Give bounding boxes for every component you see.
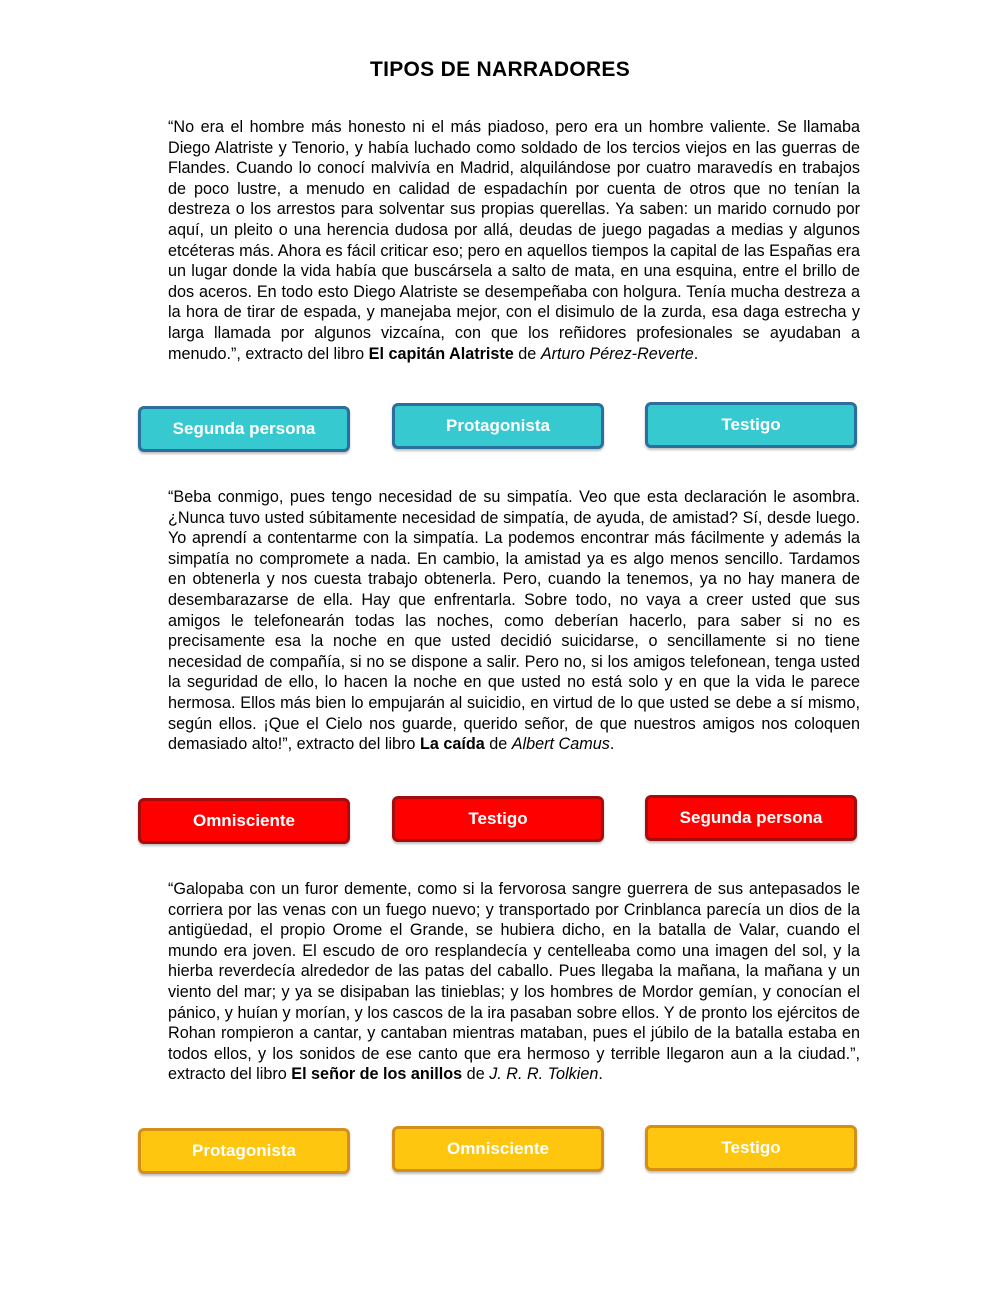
end-punct: . [693,344,699,363]
author-name: Arturo Pérez-Reverte [540,344,694,363]
book-title: El señor de los anillos [291,1065,463,1084]
passage-text: “Beba conmigo, pues tengo necesidad de su simpatía. Veo que esta declaración le asombra. ¿Nunca tuvo usted súbitamente necesidad de simpatía, de ayuda, de amistad? Sí, desde luego. Yo aprendí a contentarme con la simpatía. La podemos encontrar más fácilmente y además la simpatía no compromete a nada. En cambio, la amistad ya es algo menos sencillo. Tardamos en obtenerla y nos cuesta trabajo obtenerla. Pero, cuando la tenemos, ya no hay manera de desembarazarse de ella. Hay que enfrentarla. Sobre todo, no vaya a creer usted que sus amigos le telefonearán todas las noches, como deberían hacerlo, para saber si no es precisamente esa la noche en que usted decidió suicidarse, o sencillamente si no tiene necesidad de compañía, si no se dispone a salir. Pero no, si los amigos telefonean, tenga usted la seguridad de ello, lo hacen la noche en que usted no está solo y en que la vida le parece hermosa. Ellos más bien lo empujarán al suicidio, en virtud de lo que usted se debe a sí mismo, según ellos. ¡Que el Cielo nos guarde, querido señor, de que nuestros amigos nos coloquen demasiado alto!”, extracto del libro [168,488,860,754]
end-punct: . [598,1065,603,1084]
page-title: TIPOS DE NARRADORES [369,58,631,81]
passage-text: “Galopaba con un furor demente, como si la fervorosa sangre guerrera de sus antepasados le corriera por las venas con un fuego nuevo; y transportado por Crinblanca parecía un dios de la antigüedad, el propio Orome el Grande, se hubiera dicho, en la batalla de Valar, cuando el mundo era joven. El escudo de oro resplandecía y centelleaba como una imagen del sol, y la hierba reverdecía alrededor de las patas del caballo. Pues llegaba la mañana, la mañana y un viento del mar; y ya se disipaban las tinieblas; y los hombres de Mordor gemían, y conocían el pánico, y huían y morían, y los cascos de la ira pasaban sobre ellos. Y de pronto los ejércitos de Rohan rompieron a cantar, y cantaban mientras mataban, pues el júbilo de la batalla estaba en todos ellos, y los sonidos de ese canto que era hermoso y terrible llegaron aun a la ciudad.”, extracto del libro [168,880,860,1084]
author-name: Albert Camus [511,735,610,754]
option-button[interactable]: Testigo [645,1125,857,1171]
connector: de [484,735,512,754]
book-title: La caída [419,735,485,754]
passage-text: “No era el hombre más honesto ni el más piadoso, pero era un hombre valiente. Se llamaba Diego Alatriste y Tenorio, y había luchado como soldado de los tercios viejos en las guerras de Flandes. Cuando lo conocí malvivía en Madrid, alquilándose por cuatro maravedís en trabajos de poco lustre, a menudo en calidad de espadachín por cuenta de otros que no tenían la destreza o los arrestos para solventar sus propias querellas. Ya saben: un marido cornudo por aquí, un pleito o una herencia dudosa por allá, deudas de juego pagadas a medias y algunos etcéteras más. Ahora es fácil criticar eso; pero en aquellos tiempos la capital de las Españas era un lugar donde la vida había que buscársela a salto de mata, en una esquina, entre el brillo de dos aceros. En todo esto Diego Alatriste se desempeñaba con holgura. Tenía mucha destreza a la hora de tirar de espada, y manejaba mejor, con el disimulo de la zurda, esa daga estrecha y larga llamada por algunos vizcaína, con que los reñidores profesionales se ayudaban a menudo.”, extracto del libro [168,118,860,363]
option-button[interactable]: Testigo [645,402,857,448]
passage-3 [168,879,860,1085]
passage-1 [168,117,860,364]
book-title: El capitán Alatriste [368,344,514,363]
option-button[interactable]: Segunda persona [138,406,350,452]
connector: de [513,344,541,363]
option-button[interactable]: Omnisciente [138,798,350,844]
option-button[interactable]: Testigo [392,796,604,842]
passage-2 [168,487,860,755]
option-button[interactable]: Segunda persona [645,795,857,841]
option-button[interactable]: Protagonista [392,403,604,449]
author-name: J. R. R. Tolkien [489,1065,599,1084]
end-punct: . [609,735,615,754]
option-button[interactable]: Omnisciente [392,1126,604,1172]
option-button[interactable]: Protagonista [138,1128,350,1174]
connector: de [462,1065,490,1084]
